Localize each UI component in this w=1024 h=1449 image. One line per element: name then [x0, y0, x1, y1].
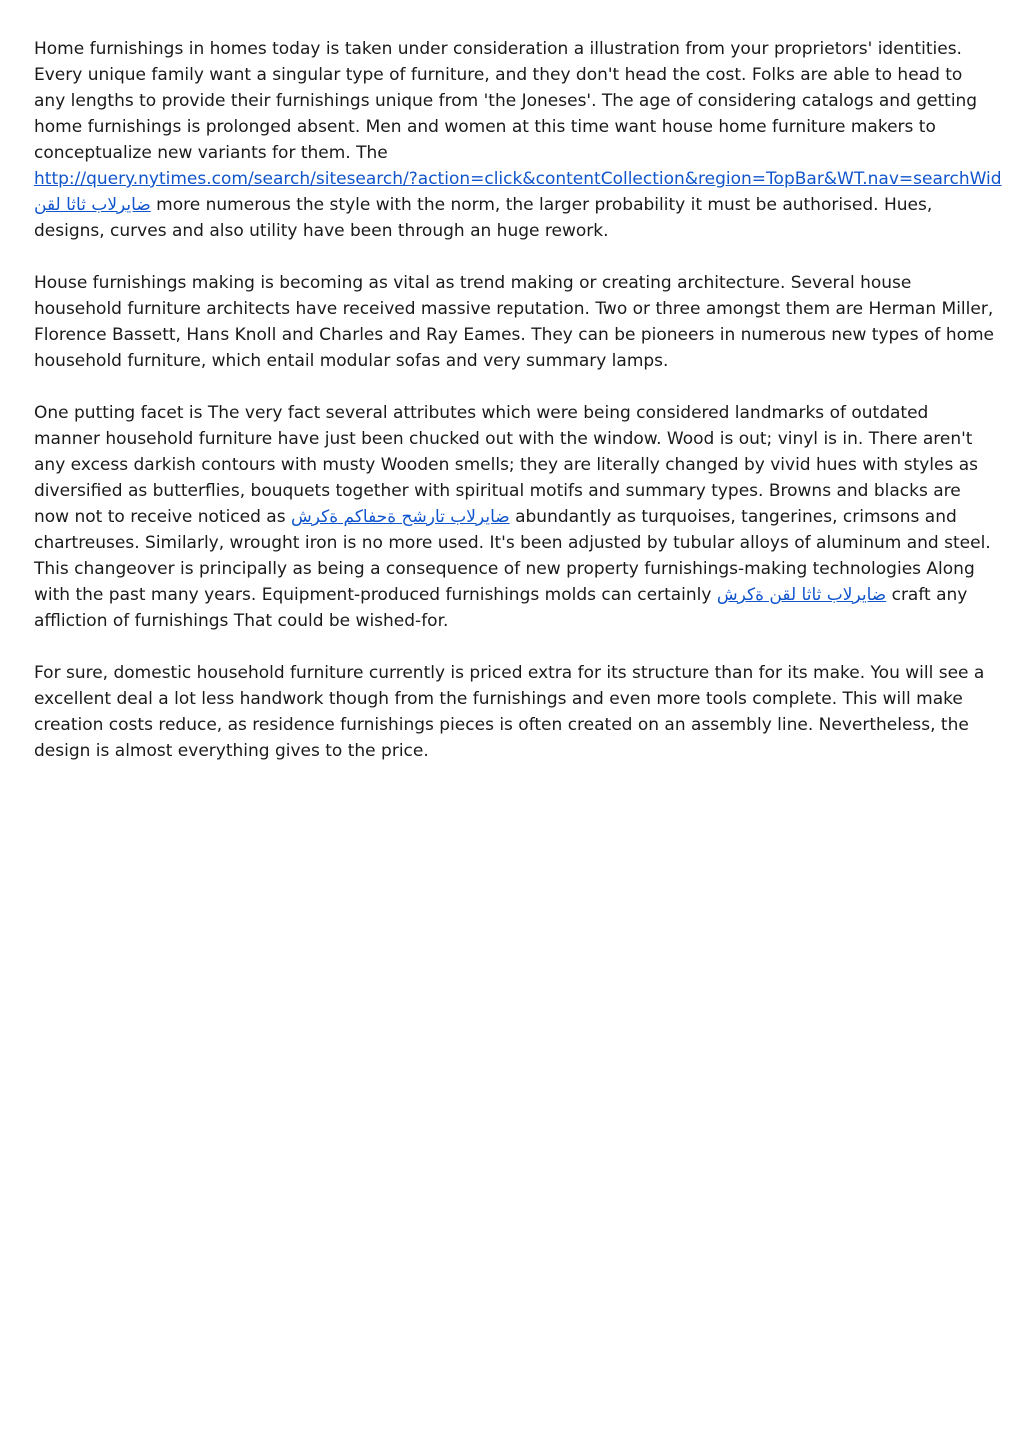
- paragraph-3: [34, 400, 994, 634]
- paragraph-1-text-after: more numerous the style with the norm, the larger probability it must be authorised. Hues, designs, curves and also utility have been through an huge rework.: [34, 195, 933, 241]
- paragraph-1-text-before: Home furnishings in homes today is taken under consideration a illustration from your proprietors' identities. Every unique family want a singular type of furniture, and they don't head the cost. Folks are able to head to any lengths to provide their furnishings unique from 'the Joneses'. The age of considering catalogs and getting home furnishings is prolonged absent. Men and women at this time want house home furniture makers to conceptualize new variants for them. The: [34, 39, 978, 163]
- paragraph-3-text-3: craft any affliction of furnishings That could be wished-for.: [34, 585, 968, 631]
- pest-control-riyadh-link[interactable]: ضايرلاب تارشح ةحفاكم ةكرش: [290, 507, 510, 527]
- nytimes-search-link[interactable]: http://query.nytimes.com/search/sitesearch/?action=click&contentCollection&region=TopBar&WT.nav=searchWid: [34, 169, 1002, 189]
- document-body: [34, 36, 1002, 790]
- paragraph-3-text-2: abundantly as turquoises, tangerines, crimsons and chartreuses. Similarly, wrought iron is no more used. It's been adjusted by tubular alloys of aluminum and steel. This changeover is principally as being a consequence of new property furnishings-making technologies Along with the past many years. Equipment-produced furnishings molds can certainly: [34, 507, 991, 605]
- paragraph-2: House furnishings making is becoming as vital as trend making or creating architecture. Several house household furniture architects have received massive reputation. Two or three amongst them are Herman Miller, Florence Bassett, Hans Knoll and Charles and Ray Eames. They can be pioneers in numerous new types of home household furniture, which entail modular sofas and very summary lamps.: [34, 273, 995, 371]
- furniture-moving-company-riyadh-link[interactable]: ضايرلاب ثاثا لقن ةكرش: [716, 585, 887, 605]
- furniture-moving-riyadh-link[interactable]: ضايرلاب ثاثا لقن: [34, 195, 151, 215]
- paragraph-4: For sure, domestic household furniture currently is priced extra for its structure than for its make. You will see a excellent deal a lot less handwork though from the furnishings and even more tools complete. This will make creation costs reduce, as residence furnishings pieces is often created on an assembly line. Nevertheless, the design is almost everything gives to the price.: [34, 663, 985, 761]
- paragraph-1: [34, 36, 1002, 244]
- paragraph-3-text-1: One putting facet is The very fact several attributes which were being considered landmarks of outdated manner household furniture have just been chucked out with the window. Wood is out; vinyl is in. There aren't any excess darkish contours with musty Wooden smells; they are literally changed by vivid hues with styles as diversified as butterflies, bouquets together with spiritual motifs and summary types. Browns and blacks are now not to receive noticed as: [34, 403, 979, 527]
